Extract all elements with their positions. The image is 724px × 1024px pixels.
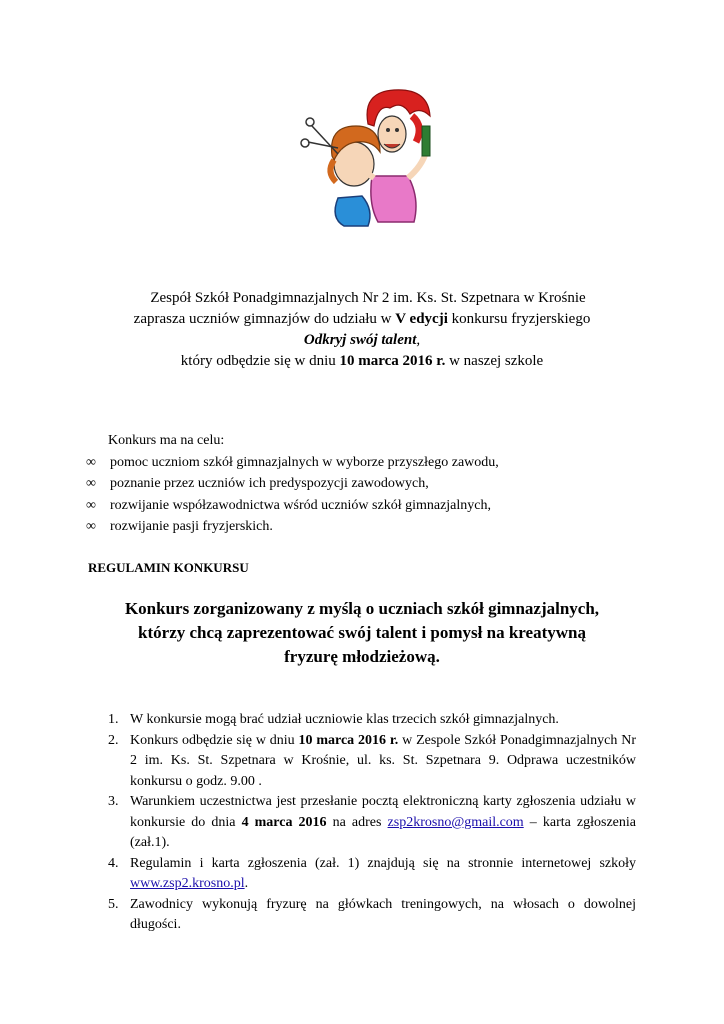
rules-section [108,710,636,936]
headline-line: fryzurę młodzieżową. [284,647,440,666]
infinity-bullet-icon: ∞ [86,476,96,491]
list-item [86,516,499,538]
date-text: który odbędzie się w dniu [180,353,340,369]
rule-text: . [244,876,249,891]
goals-list [86,452,499,538]
invitation-text: zaprasza uczniów gimnazjów do udziału w [133,311,396,327]
headline-line: Konkurs zorganizowany z myślą o uczniach szkół gimnazjalnych, [124,599,600,618]
rule-number: 3. [108,794,119,809]
contest-title: Odkryj swój talent [303,332,417,348]
rule-item [108,854,636,895]
regulamin-heading: REGULAMIN KONKURSU [88,560,249,575]
rule-date-bold: 10 marca 2016 r. [298,732,399,748]
rule-item [108,895,636,936]
invitation-text-end: konkursu fryzjerskiego [447,311,591,327]
date-text-end: w naszej szkole [445,353,544,369]
rule-text: Regulamin i karta zgłoszenia (zał. 1) znajdują się na stronnie internetowej szkoły [130,855,636,871]
contest-title-comma: , [416,332,421,348]
goal-text: poznanie przez uczniów ich predyspozycji zawodowych, [110,476,429,491]
intro-block [0,288,724,372]
rule-number: 1. [108,712,119,727]
headline-line: którzy chcą zaprezentować swój talent i pomysł na kreatywną [138,623,586,642]
email-link[interactable]: zsp2krosno@gmail.com [387,814,524,830]
rule-text: Zawodnicy wykonują fryzurę na główkach treningowych, na włosach o dowolnej długości. [130,896,636,932]
website-link[interactable]: www.zsp2.krosno.pl [130,876,245,891]
rule-text: w Zespole Szkół Ponadgimnazjalnych Nr 2 im. Ks. St. Szpetnara w Krośnie, ul. ks. St. Szpetnara 9. Odprawa uczestników konkursu o godz. 9.00 . [130,732,636,789]
school-name-line: Zespół Szkół Ponadgimnazjalnych Nr 2 im. Ks. St. Szpetnara w Krośnie [150,290,586,306]
goal-text: rozwijanie pasji fryzjerskich. [110,519,273,534]
goals-section [86,430,499,538]
rule-number: 5. [108,896,119,912]
rule-text: – karta zgłoszenia (zał.1). [130,814,636,850]
rule-text: Konkurs odbędzie się w dniu [130,732,299,748]
rule-text: Warunkiem uczestnictwa jest przesłanie pocztą elektroniczną karty zgłoszenia udziału w konkursie do dnia [130,794,636,830]
rule-text: W konkursie mogą brać udział uczniowie klas trzecich szkół gimnazjalnych. [130,712,559,727]
goal-text: rozwijanie współzawodnictwa wśród uczniów szkół gimnazjalnych, [110,497,492,513]
infinity-bullet-icon: ∞ [86,454,96,470]
infinity-bullet-icon: ∞ [86,519,96,534]
contest-title-line [0,330,724,351]
rule-item [108,731,636,793]
rule-item [108,710,636,731]
hairdresser-illustration [298,86,448,228]
rule-item [108,792,636,854]
edition-bold: V edycji [395,311,448,327]
goal-text: pomoc uczniom szkół gimnazjalnych w wyborze przyszłego zawodu, [110,454,499,470]
date-bold: 10 marca 2016 r. [339,353,446,369]
rule-text: na adres [326,814,388,830]
invitation-line [0,309,724,330]
rules-list [108,710,636,936]
list-item [86,452,499,474]
date-line [0,351,724,372]
rule-number: 4. [108,855,119,871]
list-item [86,495,499,517]
rule-number: 2. [108,732,119,748]
rule-deadline-bold: 4 marca 2016 [241,814,327,830]
list-item [86,473,499,495]
headline-block [0,597,724,669]
infinity-bullet-icon: ∞ [86,497,96,513]
goals-heading: Konkurs ma na celu: [108,433,225,448]
